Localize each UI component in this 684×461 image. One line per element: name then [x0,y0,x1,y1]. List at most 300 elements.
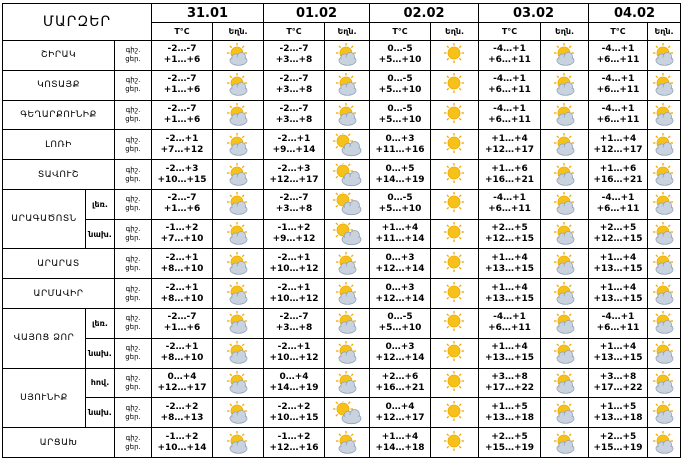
temperature-cell [589,398,648,428]
temperature-cell [152,130,213,160]
temperature-cell [264,398,325,428]
night-temp: -2…+1 [165,252,199,263]
night-label: գիշ. [125,76,141,85]
day-temp: +9…+12 [272,234,316,245]
night-label: գիշ. [125,344,141,353]
temperature-cell [479,398,541,428]
night-temp: +2…+5 [491,431,528,442]
table-row [3,249,681,279]
weather-cell [325,398,370,428]
day-temp: +6…+11 [488,85,531,96]
day-temp: +1…+6 [163,114,201,125]
night-temp: -4…+1 [601,312,635,323]
weather-column-header: Եղն. [431,23,479,41]
day-temp: +15…+19 [484,442,535,453]
night-label: գիշ. [125,373,141,382]
night-temp: -4…+1 [493,74,526,85]
weather-cell [213,219,264,249]
partly-cloudy-icon [541,252,588,276]
weather-cell [325,338,370,368]
day-label: ցեր. [125,382,141,391]
day-temp: +13…+15 [593,353,643,364]
night-label: գիշ. [125,195,141,204]
partly-cloudy-icon [325,282,369,306]
partly-cloudy-icon [541,431,588,455]
sunny-icon [431,431,478,455]
night-label: գիշ. [125,225,141,234]
day-temp: +3…+8 [275,114,313,125]
temperature-cell [479,249,541,279]
night-temp: -2…-7 [167,44,197,55]
temperature-cell [589,70,648,100]
day-label: ցեր. [125,412,141,421]
partly-cloudy-icon [213,43,263,67]
night-temp: +2…+6 [381,371,419,382]
day-label: ցեր. [125,174,141,183]
day-label: ցեր. [125,204,141,213]
table-row [3,219,681,249]
table-row [3,338,681,368]
temperature-cell [589,309,648,339]
night-temp: +3…+8 [599,371,637,382]
subregion-name: լեռ. [86,309,115,339]
night-temp: 0…-5 [387,312,413,323]
day-temp: +9…+14 [272,144,316,155]
partly-cloudy-icon [541,163,588,187]
partly-cloudy-icon [541,222,588,246]
partly-cloudy-icon [541,341,588,365]
day-temp: +12…+14 [375,353,425,364]
temperature-cell [152,428,213,458]
weather-cell [431,338,479,368]
day-label: ցեր. [125,323,141,332]
night-label: գիշ. [125,135,141,144]
day-label: ցեր. [125,263,141,272]
night-temp: -2…+3 [277,163,311,174]
temperature-cell [152,249,213,279]
temperature-cell [589,100,648,130]
region-name: ԳԵՂԱՐՔՈՒՆԻՔ [3,100,115,130]
weather-cell [648,219,681,249]
day-temp: +16…+21 [593,174,643,185]
weather-cell [431,428,479,458]
sunny-icon [431,371,478,395]
day-temp: +10…+15 [157,174,207,185]
date-header: 31.01 [152,4,264,23]
night-temp: -2…-7 [279,44,309,55]
temperature-cell [479,279,541,309]
day-temp: +11…+14 [375,234,425,245]
day-temp: +5…+10 [378,114,422,125]
temperature-cell [264,100,325,130]
regions-header: ՄԱՐԶԵՐ [3,4,152,41]
weather-cell [541,398,589,428]
night-temp: -2…-7 [279,312,309,323]
weather-cell [541,338,589,368]
temperature-cell [264,368,325,398]
day-temp: +12…+15 [484,234,535,245]
table-row [3,428,681,458]
weather-cell [431,100,479,130]
day-temp: +10…+14 [157,442,207,453]
temperature-cell [152,41,213,71]
night-temp: -2…-7 [167,312,197,323]
weather-cell [431,160,479,190]
weather-cell [648,309,681,339]
night-temp: -2…+1 [165,133,199,144]
region-name: ՎԱՅՈՑ ՁՈՐ [3,309,86,369]
period-label [115,100,152,130]
day-temp: +6…+11 [488,204,531,215]
day-temp: +12…+17 [375,412,425,423]
partly-cloudy-icon [648,401,680,425]
weather-cell [541,368,589,398]
weather-cell [213,309,264,339]
partly-cloudy-icon [325,43,369,67]
day-temp: +17…+22 [484,382,535,393]
partly-cloudy-icon [541,401,588,425]
subregion-name: նախ. [86,338,115,368]
night-temp: -2…+3 [165,163,199,174]
sunny-icon [431,222,478,246]
sunny-icon [431,252,478,276]
temperature-cell [370,249,431,279]
night-temp: -2…+1 [277,133,311,144]
night-temp: +1…+4 [491,282,528,293]
weather-cell [213,249,264,279]
temperature-cell [589,279,648,309]
region-name: ՍՅՈՒՆԻՔ [3,368,86,428]
weather-cell [325,249,370,279]
sunny-icon [431,133,478,157]
weather-cell [541,130,589,160]
temperature-cell [479,219,541,249]
night-temp: +1…+4 [381,431,419,442]
day-temp: +8…+13 [160,412,204,423]
partly-cloudy-icon [648,163,680,187]
night-temp: +1…+4 [491,133,528,144]
night-temp: 0…+4 [279,371,309,382]
day-temp: +8…+10 [160,353,204,364]
partly-cloudy-icon [648,311,680,335]
night-temp: +2…+5 [491,223,528,234]
forecast-table [2,3,681,458]
weather-cell [648,338,681,368]
day-temp: +12…+14 [375,263,425,274]
temperature-cell [152,309,213,339]
region-name: ԱՐԱԳԱԾՈՏՆ [3,189,86,249]
night-temp: +2…+5 [599,431,637,442]
partly-cloudy-icon [213,341,263,365]
weather-cell [325,100,370,130]
weather-column-header: Եղն. [213,23,264,41]
temperature-cell [152,398,213,428]
day-label: ցեր. [125,85,141,94]
temp-column-header: T°C [589,23,648,41]
weather-cell [648,189,681,219]
table-row [3,279,681,309]
day-temp: +13…+15 [484,263,535,274]
temp-column-header: T°C [479,23,541,41]
sunny-icon [431,192,478,216]
night-label: գիշ. [125,284,141,293]
temperature-cell [589,41,648,71]
day-temp: +7…+10 [160,234,204,245]
temperature-cell [264,428,325,458]
day-label: ցեր. [125,293,141,302]
date-header: 04.02 [589,4,681,23]
temp-column-header: T°C [152,23,213,41]
night-temp: -2…+1 [165,282,199,293]
temperature-cell [152,189,213,219]
night-temp: -1…+2 [277,431,311,442]
table-row [3,368,681,398]
temperature-cell [370,41,431,71]
night-temp: +1…+4 [381,223,419,234]
day-temp: +10…+12 [269,293,319,304]
subregion-name: նախ. [86,219,115,249]
day-temp: +7…+12 [160,144,204,155]
day-temp: +3…+8 [275,323,313,334]
temperature-cell [152,219,213,249]
day-temp: +3…+8 [275,55,313,66]
day-temp: +12…+17 [593,144,643,155]
date-header: 01.02 [264,4,370,23]
day-temp: +1…+6 [163,55,201,66]
period-label [115,249,152,279]
day-label: ցեր. [125,55,141,64]
weather-column-header: Եղն. [541,23,589,41]
day-temp: +15…+19 [593,442,643,453]
temperature-cell [264,130,325,160]
night-temp: -2…-7 [279,103,309,114]
partly-cloudy-icon [648,73,680,97]
weather-cell [541,100,589,130]
subregion-name: հով. [86,368,115,398]
day-temp: +13…+15 [484,353,535,364]
partly-cloudy-icon [213,431,263,455]
temperature-cell [370,368,431,398]
day-label: ցեր. [125,144,141,153]
day-temp: +12…+17 [484,144,535,155]
night-temp: 0…+3 [385,133,415,144]
day-temp: +6…+11 [596,323,640,334]
weather-cell [431,279,479,309]
day-temp: +3…+8 [275,204,313,215]
day-temp: +13…+18 [593,412,643,423]
day-temp: +10…+15 [269,412,319,423]
temperature-cell [589,428,648,458]
weather-cell [431,309,479,339]
weather-column-header: Եղն. [325,23,370,41]
temperature-cell [152,279,213,309]
day-temp: +12…+16 [269,442,319,453]
day-temp: +10…+12 [269,353,319,364]
day-label: ցեր. [125,442,141,451]
period-label [115,398,152,428]
night-temp: +1…+4 [599,252,637,263]
weather-cell [213,70,264,100]
night-temp: +1…+4 [599,133,637,144]
night-temp: -2…-7 [279,193,309,204]
night-temp: +1…+5 [491,401,528,412]
weather-cell [213,41,264,71]
weather-cell [213,368,264,398]
temperature-cell [589,189,648,219]
sunny-icon [431,282,478,306]
partly-cloudy-icon [325,73,369,97]
temperature-cell [264,338,325,368]
night-label: գիշ. [125,433,141,442]
partly-cloudy-icon [648,341,680,365]
temperature-cell [152,100,213,130]
weather-cell [431,130,479,160]
partly-cloudy-icon [648,252,680,276]
partly-cloudy-icon [213,163,263,187]
day-temp: +8…+10 [160,263,204,274]
table-row [3,100,681,130]
temperature-cell [264,160,325,190]
night-temp: +1…+4 [599,342,637,353]
region-name: ՇԻՐԱԿ [3,41,115,71]
partly-cloudy-icon [325,103,369,127]
night-temp: -2…+1 [277,342,311,353]
night-temp: +3…+8 [491,371,528,382]
day-temp: +11…+16 [375,144,425,155]
weather-cell [325,41,370,71]
weather-cell [431,249,479,279]
night-temp: +1…+6 [491,163,528,174]
weather-cell [648,249,681,279]
night-temp: -2…+1 [277,282,311,293]
weather-cell [325,428,370,458]
table-row [3,160,681,190]
partly-cloudy-icon [541,311,588,335]
night-temp: -2…+1 [277,252,311,263]
cloudy-sun-icon [325,222,369,246]
night-temp: -2…+2 [165,401,199,412]
partly-cloudy-icon [213,73,263,97]
day-temp: +8…+10 [160,293,204,304]
night-temp: 0…+3 [385,252,415,263]
temperature-cell [370,160,431,190]
period-label [115,189,152,219]
cloudy-sun-icon [325,133,369,157]
day-temp: +16…+21 [375,382,425,393]
partly-cloudy-icon [648,222,680,246]
partly-cloudy-icon [213,192,263,216]
day-temp: +3…+8 [275,85,313,96]
night-temp: -4…+1 [493,103,526,114]
weather-cell [541,279,589,309]
weather-cell [648,160,681,190]
subregion-name: լեռ. [86,189,115,219]
temperature-cell [479,338,541,368]
day-temp: +6…+11 [596,55,640,66]
weather-cell [431,41,479,71]
day-temp: +1…+6 [163,85,201,96]
region-name: ԱՐՑԱԽ [3,428,115,458]
night-temp: +1…+4 [491,252,528,263]
temperature-cell [479,309,541,339]
day-temp: +5…+10 [378,85,422,96]
sunny-icon [431,103,478,127]
period-label [115,309,152,339]
day-temp: +17…+22 [593,382,643,393]
temperature-cell [370,398,431,428]
partly-cloudy-icon [213,401,263,425]
partly-cloudy-icon [648,103,680,127]
partly-cloudy-icon [648,371,680,395]
night-temp: -2…+2 [277,401,311,412]
weather-cell [325,160,370,190]
partly-cloudy-icon [648,133,680,157]
weather-cell [213,338,264,368]
table-row [3,41,681,71]
day-temp: +14…+19 [269,382,319,393]
partly-cloudy-icon [325,431,369,455]
day-temp: +16…+21 [484,174,535,185]
temperature-cell [479,41,541,71]
partly-cloudy-icon [213,133,263,157]
weather-cell [648,398,681,428]
day-temp: +12…+17 [157,382,207,393]
weather-cell [213,398,264,428]
day-temp: +5…+10 [378,204,422,215]
weather-cell [325,130,370,160]
partly-cloudy-icon [213,282,263,306]
weather-cell [325,368,370,398]
weather-cell [325,219,370,249]
weather-cell [325,70,370,100]
temperature-cell [370,219,431,249]
day-temp: +1…+6 [163,204,201,215]
night-temp: -4…+1 [493,44,526,55]
partly-cloudy-icon [325,252,369,276]
date-header: 02.02 [370,4,479,23]
temperature-cell [479,130,541,160]
night-label: գիշ. [125,314,141,323]
weather-cell [325,309,370,339]
sunny-icon [431,341,478,365]
subregion-name: նախ. [86,398,115,428]
temp-column-header: T°C [370,23,431,41]
night-temp: -2…+1 [165,342,199,353]
weather-cell [648,100,681,130]
temperature-cell [264,279,325,309]
weather-cell [541,70,589,100]
night-temp: +1…+4 [491,342,528,353]
weather-cell [541,219,589,249]
table-row [3,309,681,339]
region-name: ԿՈՏԱՅՔ [3,70,115,100]
partly-cloudy-icon [325,311,369,335]
day-temp: +13…+15 [593,263,643,274]
night-temp: 0…-5 [387,44,413,55]
weather-cell [648,428,681,458]
night-temp: +1…+5 [599,401,637,412]
table-row [3,130,681,160]
temperature-cell [589,160,648,190]
weather-cell [325,279,370,309]
day-temp: +6…+11 [488,55,531,66]
temperature-cell [479,100,541,130]
cloudy-sun-icon [325,192,369,216]
partly-cloudy-icon [213,252,263,276]
region-name: ԼՈՌԻ [3,130,115,160]
temperature-cell [479,189,541,219]
night-temp: +2…+5 [599,223,637,234]
